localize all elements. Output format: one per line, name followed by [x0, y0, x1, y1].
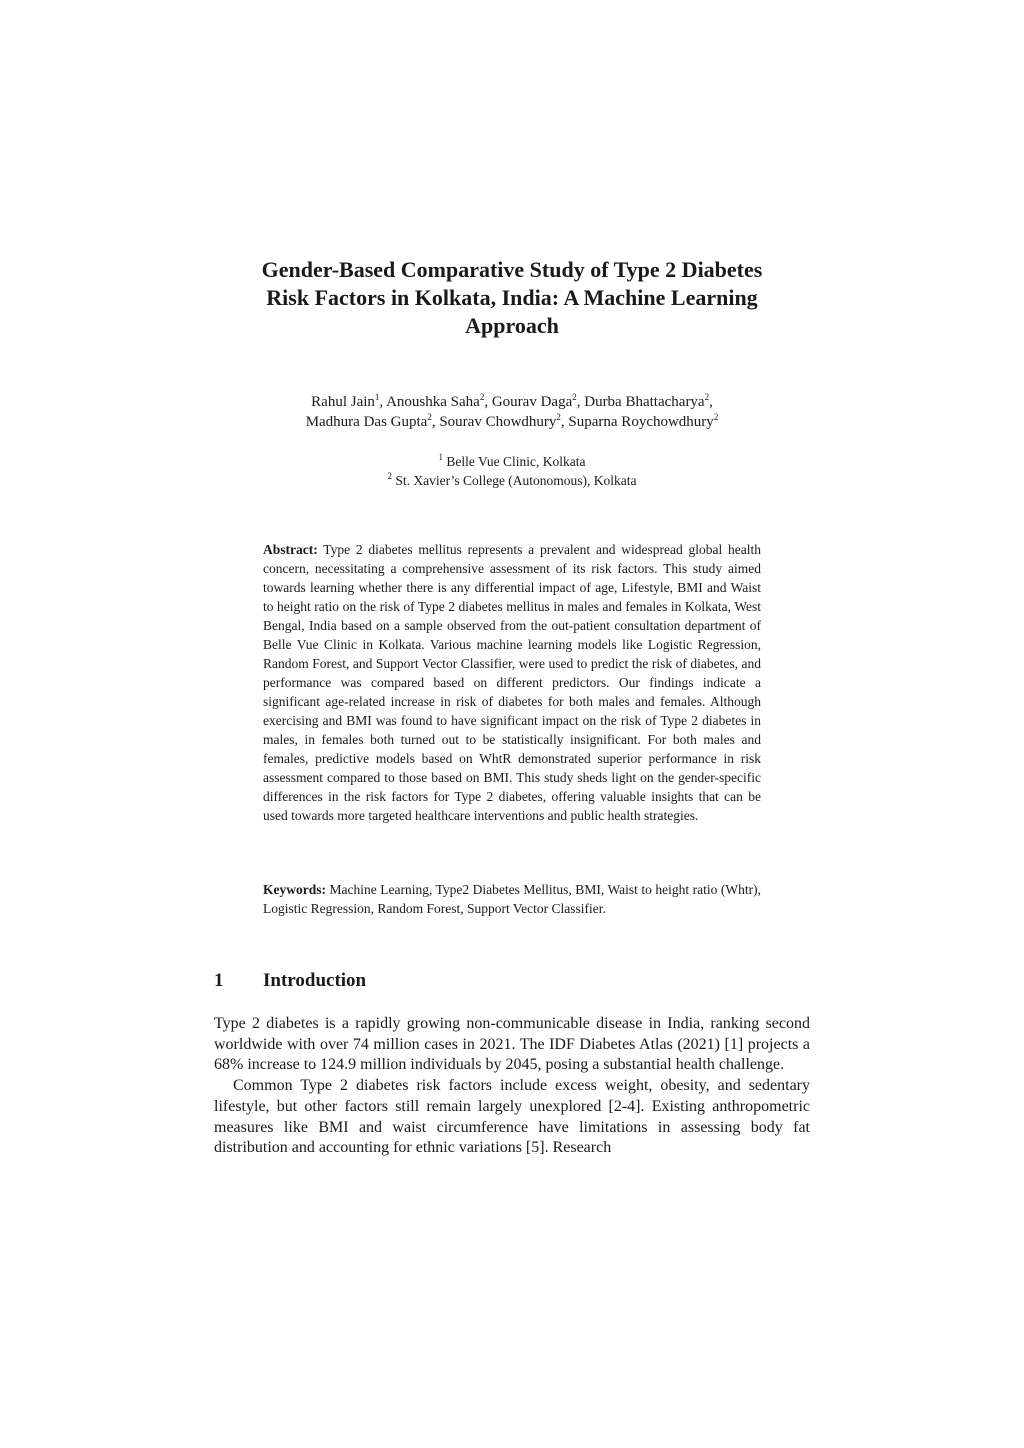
- paragraph: Common Type 2 diabetes risk factors include excess weight, obesity, and sedentary lifestyle, but other factors still remain largely unexplored [2-4]. Existing anthropometric measures like BMI and waist circumference have limitations in assessing body fat distribution and accounting for ethnic variations [5]. Research: [214, 1077, 810, 1157]
- title-line: Gender-Based Comparative Study of Type 2 Diabetes: [261, 257, 763, 282]
- author-name: Durba Bhattacharya: [584, 394, 705, 410]
- affiliation: [200, 471, 824, 490]
- keywords-text: Machine Learning, Type2 Diabetes Mellitus, BMI, Waist to height ratio (Whtr), Logistic Regression, Random Forest, Support Vector Classifier.: [263, 882, 761, 916]
- body-text: [214, 1014, 810, 1159]
- paper-title: [200, 256, 824, 340]
- author-name: Sourav Chowdhury: [439, 414, 557, 430]
- section-title: Introduction: [263, 970, 367, 991]
- keywords-label: Keywords:: [263, 882, 326, 897]
- affiliation-number: 2: [387, 471, 392, 481]
- affiliation-marker: 1: [374, 392, 380, 402]
- title-line: Risk Factors in Kolkata, India: A Machine Learning: [266, 285, 758, 310]
- affiliation-marker: 2: [704, 392, 710, 402]
- author-separator: ,: [709, 394, 713, 410]
- author-line: [150, 412, 874, 432]
- author-name: Anoushka Saha: [386, 394, 480, 410]
- author-name: Rahul Jain: [311, 394, 375, 410]
- section-heading: [214, 968, 810, 994]
- affiliation-list: [200, 452, 824, 490]
- author-separator: ,: [560, 414, 569, 430]
- author-name: Madhura Das Gupta: [305, 414, 428, 430]
- abstract-text: Type 2 diabetes mellitus represents a prevalent and widespread global health concern, necessitating a comprehensive assessment of its risk factors. This study aimed towards learning whether there is any differential impact of age, Lifestyle, BMI and Waist to height ratio on the risk of Type 2 diabetes mellitus in males and females in Kolkata, West Bengal, India based on a sample observed from the out-patient consultation department of Belle Vue Clinic in Kolkata. Various machine learning models like Logistic Regression, Random Forest, and Support Vector Classifier, were used to predict the risk of diabetes, and performance was compared based on different predictors. Our findings indicate a significant age-related increase in risk of diabetes for both males and females. Although exercising and BMI was found to have significant impact on the risk of Type 2 diabetes in males, in females both turned out to be statistically insignificant. For both males and females, predictive models based on WhtR demonstrated superior performance in risk assessment compared to those based on BMI. This study sheds light on the gender-specific differences in the risk factors for Type 2 diabetes, offering valuable insights that can be used towards more targeted healthcare interventions and public health strategies.: [263, 542, 761, 823]
- author-separator: ,: [379, 394, 387, 410]
- title-line: Approach: [465, 313, 559, 338]
- author-name: Suparna Roychowdhury: [568, 414, 714, 430]
- author-list: [150, 392, 874, 432]
- author-separator: ,: [484, 394, 492, 410]
- section-number: 1: [214, 970, 224, 991]
- abstract-label: Abstract:: [263, 542, 318, 557]
- affiliation-marker: 2: [479, 392, 485, 402]
- author-separator: ,: [576, 394, 585, 410]
- abstract: [263, 540, 761, 825]
- paragraph: Type 2 diabetes is a rapidly growing non-communicable disease in India, ranking second worldwide with over 74 million cases in 2021. The IDF Diabetes Atlas (2021) [1] projects a 68% increase to 124.9 million individuals by 2045, posing a substantial health challenge.: [214, 1015, 810, 1074]
- affiliation-marker: 2: [427, 412, 432, 422]
- keywords: [263, 880, 761, 918]
- author-name: Gourav Daga: [491, 394, 573, 410]
- affiliation-marker: 2: [556, 412, 561, 422]
- affiliation-number: 1: [438, 452, 443, 462]
- affiliation: [200, 452, 824, 471]
- affiliation-text: St. Xavier’s College (Autonomous), Kolkata: [391, 473, 637, 488]
- author-separator: ,: [431, 414, 440, 430]
- affiliation-marker: 2: [572, 392, 577, 402]
- affiliation-marker: 2: [713, 412, 719, 422]
- affiliation-text: Belle Vue Clinic, Kolkata: [442, 454, 586, 469]
- author-line: [150, 392, 874, 412]
